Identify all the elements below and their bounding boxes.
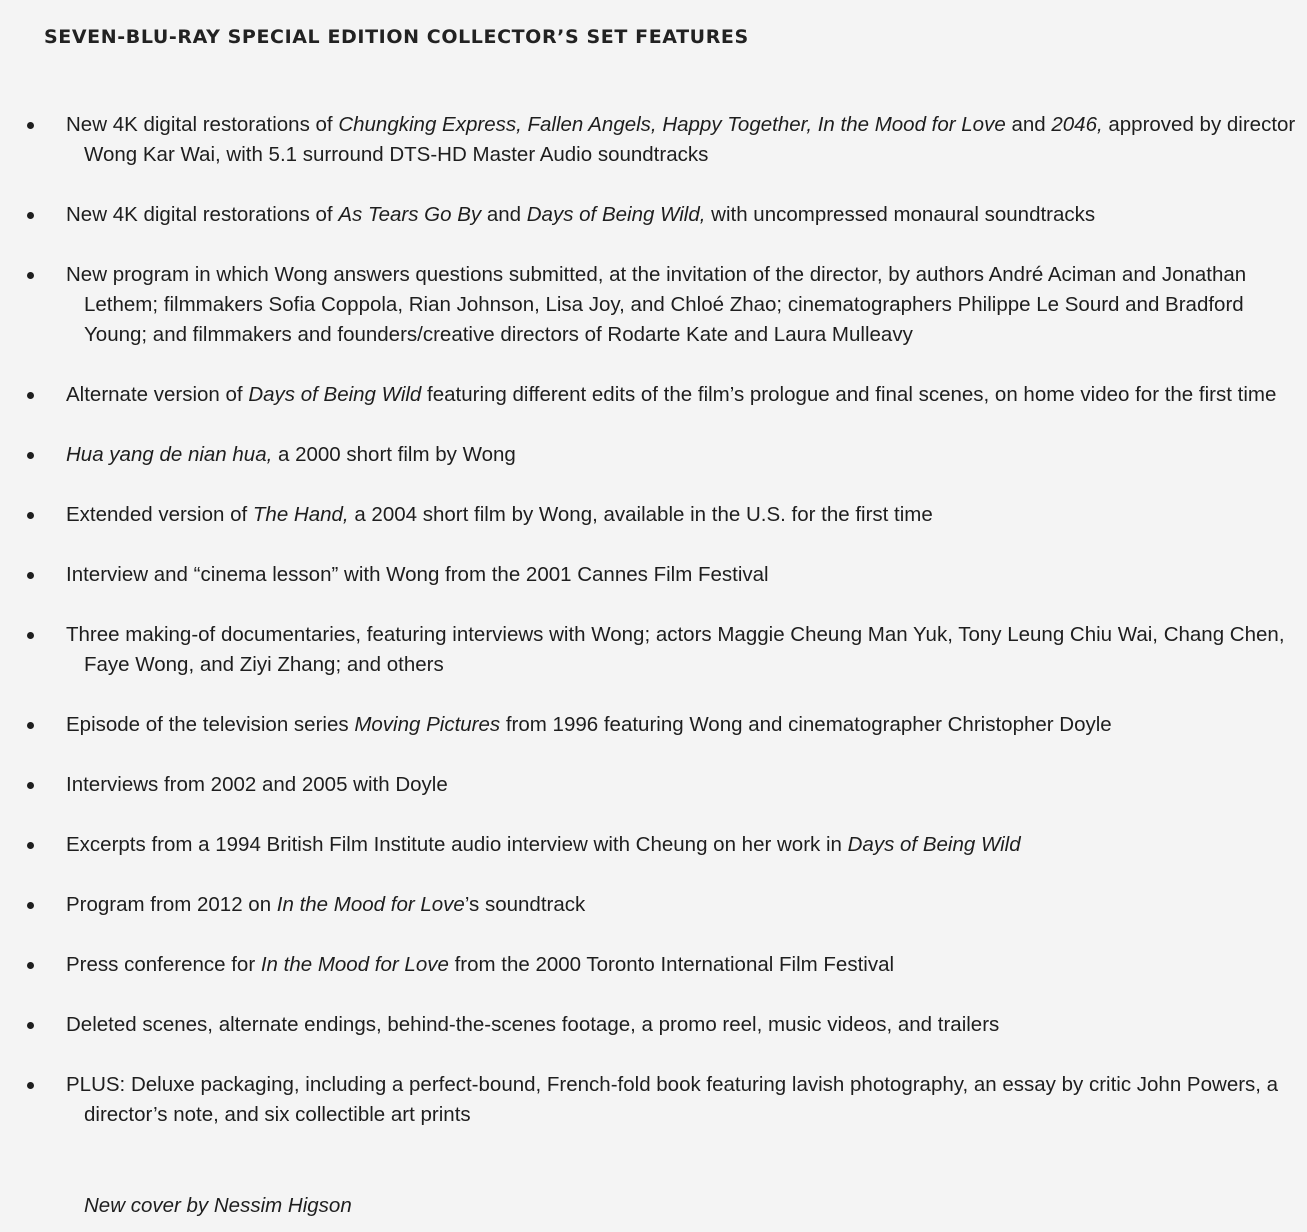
feature-text: and — [481, 203, 527, 226]
feature-title-italic: The Hand, — [252, 503, 349, 526]
feature-text: ’s soundtrack — [464, 893, 586, 916]
feature-text: featuring different edits of the film’s prologue and final scenes, on home video for the first time — [421, 383, 1277, 406]
feature-item — [0, 500, 1307, 530]
feature-title-italic: Days of Being Wild, — [526, 203, 706, 226]
feature-item — [0, 710, 1307, 740]
feature-title-italic: Moving Pictures — [354, 713, 501, 736]
feature-text: a 2004 short film by Wong, available in the U.S. for the first time — [348, 503, 933, 526]
feature-text: Three making-of documentaries, featuring interviews with Wong; actors Maggie Cheung Man Yuk, Tony Leung Chiu Wai, Chang Chen, Faye Wong, and Ziyi Zhang; and others — [66, 623, 1285, 676]
feature-item — [0, 830, 1307, 860]
feature-text: Excerpts from a 1994 British Film Institute audio interview with Cheung on her work in — [66, 833, 848, 856]
feature-item — [0, 1070, 1307, 1130]
feature-text: a 2000 short film by Wong — [272, 443, 516, 466]
feature-text: from the 2000 Toronto International Film Festival — [448, 953, 895, 976]
feature-item — [0, 110, 1307, 170]
feature-text: Interview and “cinema lesson” with Wong from the 2001 Cannes Film Festival — [66, 563, 769, 586]
feature-title-italic: In the Mood for Love — [276, 893, 465, 916]
feature-title-italic: In the Mood for Love — [260, 953, 449, 976]
feature-text: New 4K digital restorations of — [66, 113, 339, 136]
feature-item — [0, 380, 1307, 410]
feature-text: Interviews from 2002 and 2005 with Doyle — [66, 773, 448, 796]
feature-item — [0, 200, 1307, 230]
feature-item — [0, 890, 1307, 920]
feature-text: New program in which Wong answers questions submitted, at the invitation of the director, by authors André Aciman and Jonathan Lethem; filmmakers Sofia Coppola, Rian Johnson, Lisa Joy, and Chloé Zhao; cinematographers Philippe Le Sourd and Bradford Young; and filmmakers and founders/creative directors of Rodarte Kate and Laura Mulleavy — [66, 263, 1247, 346]
feature-title-italic: Hua yang de nian hua, — [66, 443, 273, 466]
feature-text: from 1996 featuring Wong and cinematographer Christopher Doyle — [500, 713, 1112, 736]
cover-credit: New cover by Nessim Higson — [84, 1194, 352, 1217]
feature-title-italic: Days of Being Wild — [847, 833, 1021, 856]
feature-text: Extended version of — [66, 503, 253, 526]
feature-text: Deleted scenes, alternate endings, behind-the-scenes footage, a promo reel, music videos, and trailers — [66, 1013, 1000, 1036]
feature-item — [0, 560, 1307, 590]
feature-item — [0, 440, 1307, 470]
features-list — [0, 110, 1307, 1160]
feature-title-italic: Days of Being Wild — [248, 383, 422, 406]
feature-item — [0, 260, 1307, 350]
feature-title-italic: Chungking Express, Fallen Angels, Happy Together, In the Mood for Love — [338, 113, 1006, 136]
feature-text: New 4K digital restorations of — [66, 203, 339, 226]
feature-text: and — [1005, 113, 1052, 136]
feature-item — [0, 620, 1307, 680]
feature-text: with uncompressed monaural soundtracks — [705, 203, 1096, 226]
feature-text: PLUS: Deluxe packaging, including a perfect-bound, French-fold book featuring lavish photography, an essay by critic John Powers, a director’s note, and six collectible art prints — [66, 1073, 1279, 1126]
feature-item — [0, 770, 1307, 800]
feature-item — [0, 950, 1307, 980]
feature-title-italic: 2046, — [1051, 113, 1103, 136]
section-heading: SEVEN-BLU-RAY SPECIAL EDITION COLLECTOR’S SET FEATURES — [44, 26, 749, 48]
feature-text: Program from 2012 on — [66, 893, 277, 916]
feature-text: approved by director Wong Kar Wai, with 5.1 surround DTS-HD Master Audio soundtracks — [84, 113, 1296, 166]
feature-text: Press conference for — [66, 953, 261, 976]
feature-title-italic: As Tears Go By — [338, 203, 482, 226]
feature-text: Alternate version of — [66, 383, 249, 406]
feature-text: Episode of the television series — [66, 713, 355, 736]
feature-item — [0, 1010, 1307, 1040]
